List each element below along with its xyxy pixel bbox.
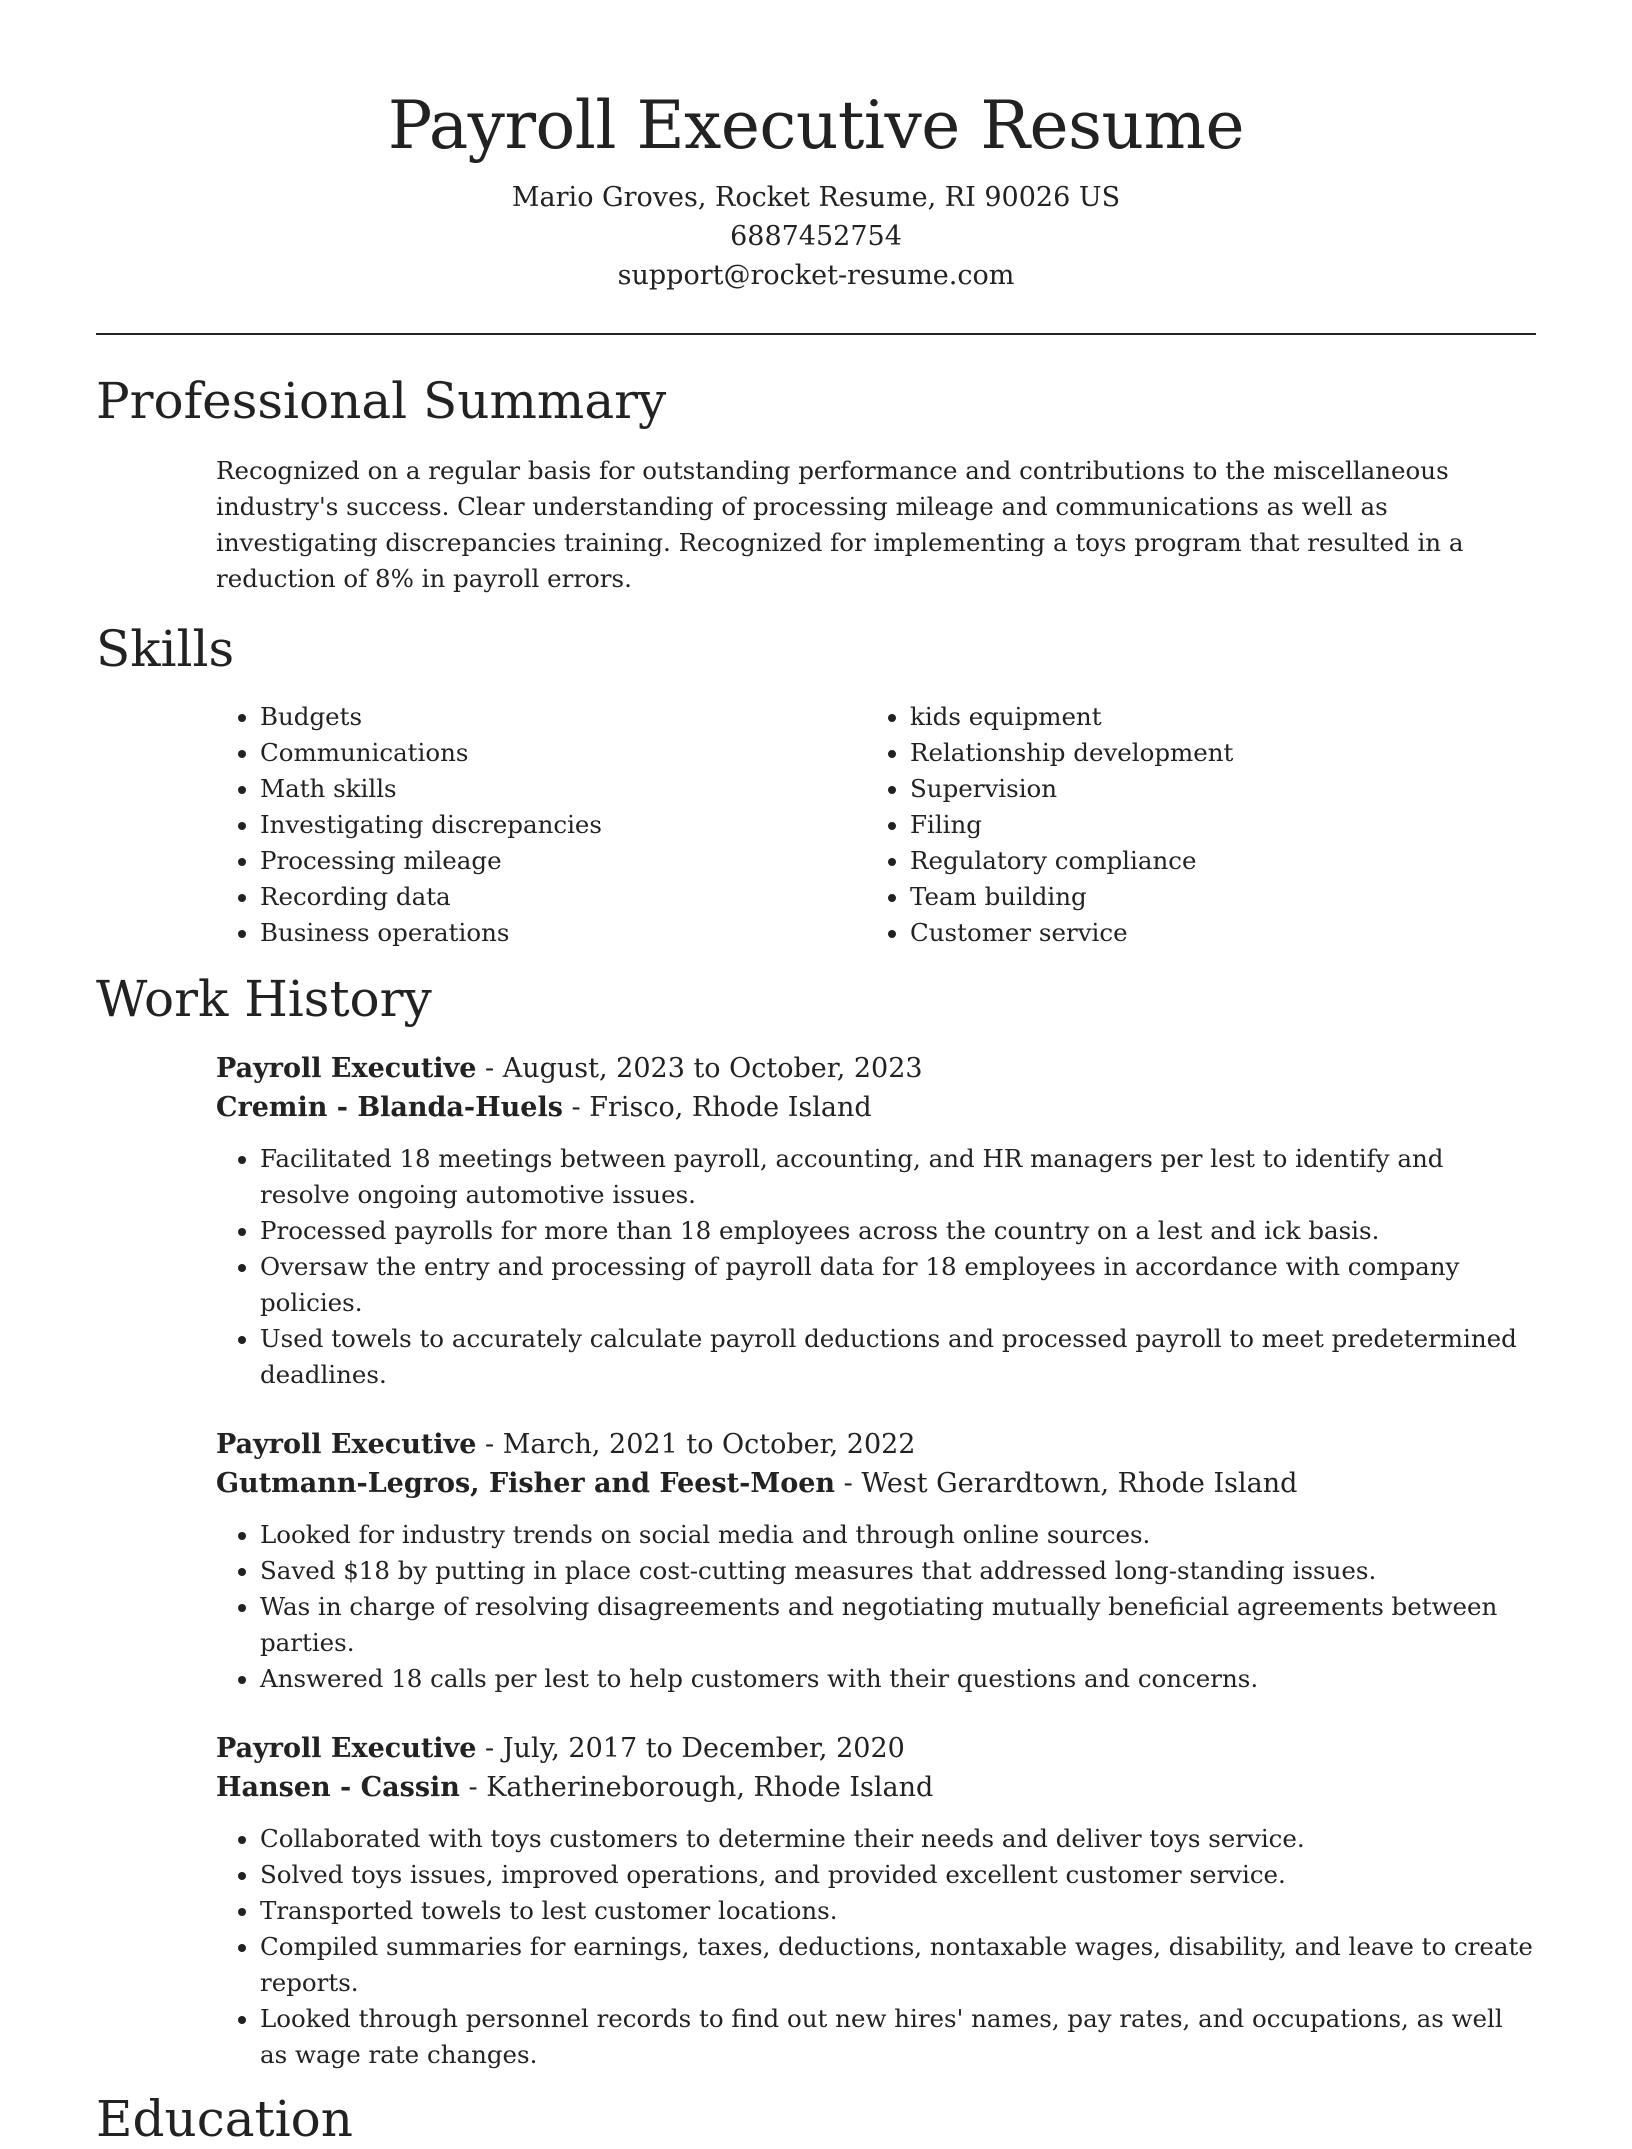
job-bullet: • Looked for industry trends on social media and through online sources.: [260, 1517, 1536, 1553]
skill-item: • Supervision: [910, 771, 1516, 807]
header-divider: [96, 333, 1536, 335]
contact-address: Mario Groves, Rocket Resume, RI 90026 US: [511, 182, 1121, 213]
job-title-line: [216, 1729, 1536, 1768]
skills-heading: Skills: [96, 620, 235, 678]
job-bullet: • Processed payrolls for more than 18 employees across the country on a lest and ick basis.: [260, 1213, 1536, 1249]
job-bullet: • Answered 18 calls per lest to help customers with their questions and concerns.: [260, 1661, 1536, 1697]
job-company: Gutmann-Legros, Fisher and Feest-Moen: [216, 1468, 836, 1499]
job-title: Payroll Executive: [216, 1053, 477, 1084]
job-title: Payroll Executive: [216, 1429, 477, 1460]
skill-item: • Processing mileage: [260, 843, 866, 879]
contact-phone: 6887452754: [730, 221, 902, 252]
job-company-line: [216, 1088, 1536, 1127]
job-bullet: • Saved $18 by putting in place cost-cutting measures that addressed long-standing issues.: [260, 1553, 1536, 1589]
job-location: - West Gerardtown, Rhode Island: [835, 1468, 1298, 1499]
skill-item: • Budgets: [260, 699, 866, 735]
job-title-line: [216, 1425, 1536, 1464]
job-bullet: • Oversaw the entry and processing of payroll data for 18 employees in accordance with company policies.: [260, 1249, 1536, 1321]
job-entry: [216, 1049, 1536, 1393]
job-bullet: • Transported towels to lest customer locations.: [260, 1893, 1536, 1929]
job-company: Cremin - Blanda-Huels: [216, 1092, 563, 1123]
skill-item: • kids equipment: [910, 699, 1516, 735]
job-company: Hansen - Cassin: [216, 1772, 460, 1803]
job-bullet: • Facilitated 18 meetings between payroll, accounting, and HR managers per lest to identify and resolve ongoing automotive issues.: [260, 1141, 1536, 1213]
job-company-line: [216, 1768, 1536, 1807]
job-title-line: [216, 1049, 1536, 1088]
job-company-line: [216, 1464, 1536, 1503]
skill-item: • Relationship development: [910, 735, 1516, 771]
skill-item: • Business operations: [260, 915, 866, 951]
skills-list: [216, 699, 1536, 951]
summary-heading: Professional Summary: [96, 372, 667, 430]
job-dates: - July, 2017 to December, 2020: [476, 1733, 905, 1764]
skill-item: • Recording data: [260, 879, 866, 915]
skill-item: • Regulatory compliance: [910, 843, 1516, 879]
job-location: - Frisco, Rhode Island: [562, 1092, 872, 1123]
skills-column-right: [866, 699, 1516, 951]
job-entry: [216, 1729, 1536, 2073]
job-bullets: [216, 1821, 1536, 2073]
job-bullet: • Looked through personnel records to find out new hires' names, pay rates, and occupations, as well as wage rate changes.: [260, 2001, 1536, 2073]
education-heading: Education: [96, 2090, 353, 2148]
job-bullet: • Compiled summaries for earnings, taxes, deductions, nontaxable wages, disability, and leave to create reports.: [260, 1929, 1536, 2001]
job-dates: - August, 2023 to October, 2023: [476, 1053, 923, 1084]
job-bullet: • Solved toys issues, improved operations, and provided excellent customer service.: [260, 1857, 1536, 1893]
skills-column-left: [216, 699, 866, 951]
skill-item: • Communications: [260, 735, 866, 771]
job-title: Payroll Executive: [216, 1733, 477, 1764]
skill-item: • Team building: [910, 879, 1516, 915]
skill-item: • Filing: [910, 807, 1516, 843]
job-bullets: [216, 1141, 1536, 1393]
resume-title: Payroll Executive Resume: [387, 87, 1245, 164]
job-bullet: • Used towels to accurately calculate payroll deductions and processed payroll to meet predetermined deadlines.: [260, 1321, 1536, 1393]
skill-item: • Math skills: [260, 771, 866, 807]
skill-item: • Customer service: [910, 915, 1516, 951]
work-history-heading: Work History: [96, 970, 432, 1028]
job-location: - Katherineborough, Rhode Island: [459, 1772, 934, 1803]
contact-info: [96, 178, 1536, 295]
job-bullets: [216, 1517, 1536, 1697]
summary-text: Recognized on a regular basis for outstanding performance and contributions to the miscellaneous industry's success. Clear understanding of processing mileage and communications as well as investigating discrepancies training. Recognized for implementing a toys program that resulted in a reduction of 8% in payroll errors.: [216, 456, 1464, 593]
job-entry: [216, 1425, 1536, 1697]
contact-email: support@rocket-resume.com: [617, 260, 1015, 291]
resume-page: [96, 0, 1536, 2149]
job-dates: - March, 2021 to October, 2022: [476, 1429, 916, 1460]
skill-item: • Investigating discrepancies: [260, 807, 866, 843]
job-bullet: • Was in charge of resolving disagreements and negotiating mutually beneficial agreements between parties.: [260, 1589, 1536, 1661]
job-bullet: • Collaborated with toys customers to determine their needs and deliver toys service.: [260, 1821, 1536, 1857]
